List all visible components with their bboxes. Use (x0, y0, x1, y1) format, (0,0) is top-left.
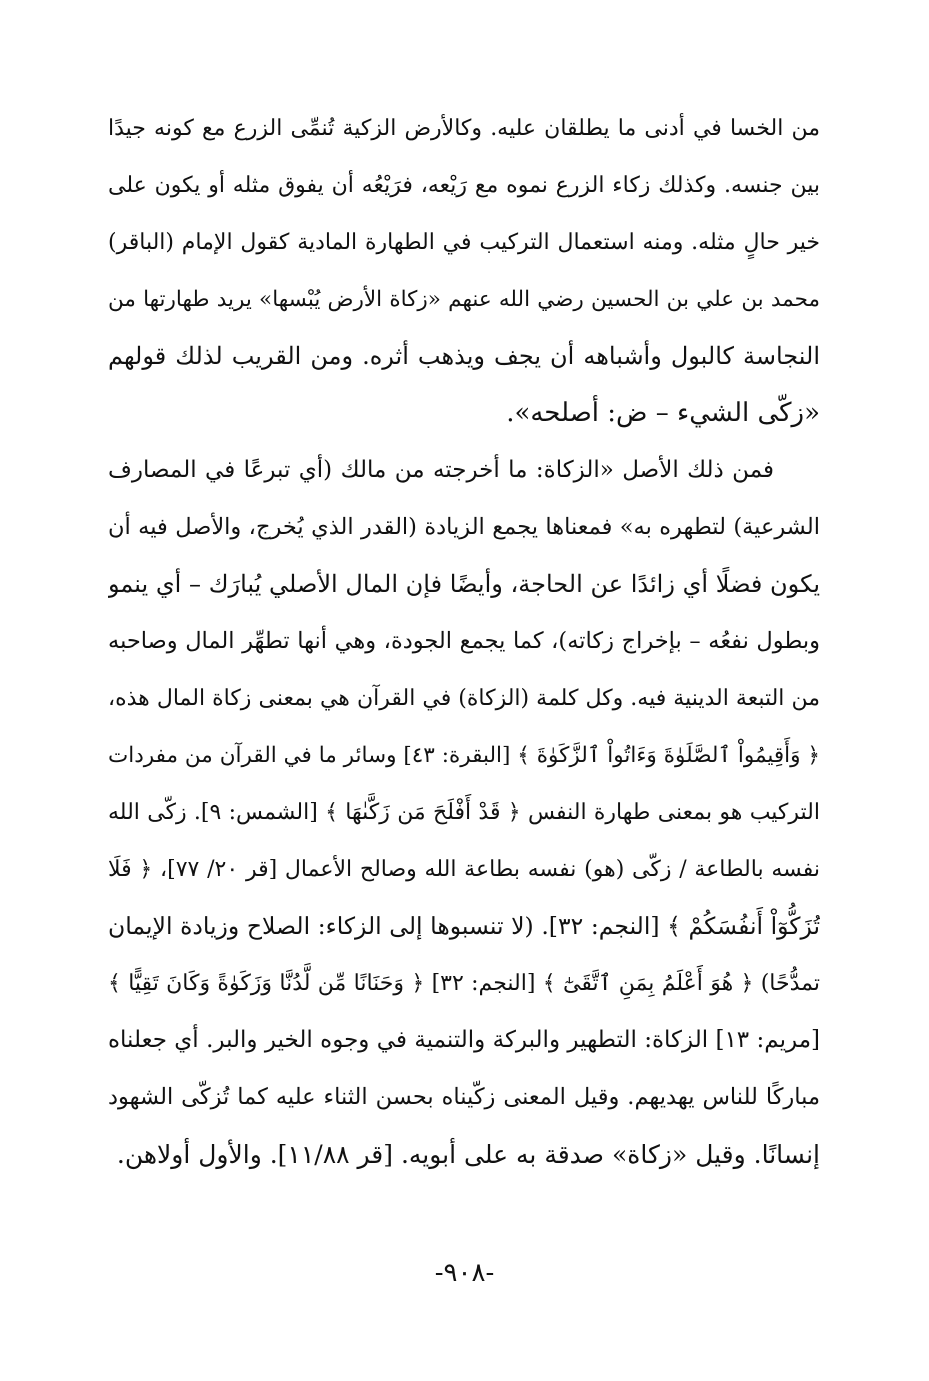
text-line: يكون فضلًا أي زائدًا عن الحاجة، وأيضًا فإن المال الأصلي يُبارَك – أي ينمو (108, 570, 820, 598)
text-line: التركيب هو بمعنى طهارة النفس ﴿ قَدْ أَفْلَحَ مَن زَكَّىٰهَا ﴾ [الشمس: ٩]. زكّى الله (108, 800, 820, 825)
paragraph-1 (108, 100, 820, 442)
text-line: النجاسة كالبول وأشباهه أن يجف ويذهب أثره. ومن القريب لذلك قولهم (108, 342, 820, 370)
text-line: تمدُّحًا) ﴿ هُوَ أَعْلَمُ بِمَنِ ٱتَّقَىٰٓ ﴾ [النجم: ٣٢] ﴿ وَحَنَانًا مِّن لَّدُنَّا وَزَكَوٰةً وَكَانَ تَقِيًّا ﴾ (108, 971, 820, 996)
text-line: بين جنسه. وكذلك زكاء الزرع نموه مع رَيْعه، فرَيْعُه أن يفوق مثله أو يكون على (108, 173, 820, 198)
text-line: «زكّى الشيء – ض: أصلحه». (506, 398, 820, 428)
text-line: الشرعية) لتطهره به» فمعناها يجمع الزيادة (القدر الذي يُخرج، والأصل فيه أن (108, 514, 820, 540)
text-line: تُزَكُّوٓاْ أَنفُسَكُمْ ﴾ [النجم: ٣٢]. (لا تنسبوها إلى الزكاء: الصلاح وزيادة الإيمان (108, 912, 820, 940)
text-line: محمد بن علي بن الحسين رضي الله عنهم «زكاة الأرض يُبْسها» يريد طهارتها من (108, 287, 820, 312)
page-number: -٩٠٨- (434, 1258, 495, 1288)
text-line: فمن ذلك الأصل «الزكاة: ما أخرجته من مالك (أي تبرعًا في المصارف (108, 457, 774, 483)
paragraph-2 (108, 442, 820, 1183)
text-line: إنسانًا. وقيل «زكاة» صدقة به على أبويه. [قر ١١/٨٨]. والأول أولاهن. (116, 1140, 820, 1169)
text-line: من التبعة الدينية فيه. وكل كلمة (الزكاة) في القرآن هي بمعنى زكاة المال هذه، (108, 686, 820, 711)
text-line: مباركًا للناس يهديهم. وقيل المعنى زكّيناه بحسن الثناء عليه كما تُزكّى الشهود (108, 1084, 820, 1110)
text-line: وبطول نفعُه – بإخراج زكاته)، كما يجمع الجودة، وهي أنها تطهِّر المال وصاحبه (108, 628, 820, 654)
text-line: خير حالٍ مثله. ومنه استعمال التركيب في الطهارة المادية كقول الإمام (الباقر) (108, 230, 820, 255)
body-text (108, 100, 820, 1183)
text-line: ﴿ وَأَقِيمُواْ ٱلصَّلَوٰةَ وَءَاتُواْ ٱلزَّكَوٰةَ ﴾ [البقرة: ٤٣] وسائر ما في القرآن من مفردات (108, 743, 820, 768)
text-line: من الخسا في أدنى ما يطلقان عليه. وكالأرض الزكية تُنمِّى الزرع مع كونه جيدًا (108, 116, 820, 141)
text-line: [مريم: ١٣] الزكاة: التطهير والبركة والتنمية في وجوه الخير والبر. أي جعلناه (108, 1027, 820, 1053)
text-line: نفسه بالطاعة / زكّى (هو) نفسه بطاعة الله وصالح الأعمال [قر ٢٠/ ٧٧]، ﴿ فَلَا (108, 857, 820, 882)
